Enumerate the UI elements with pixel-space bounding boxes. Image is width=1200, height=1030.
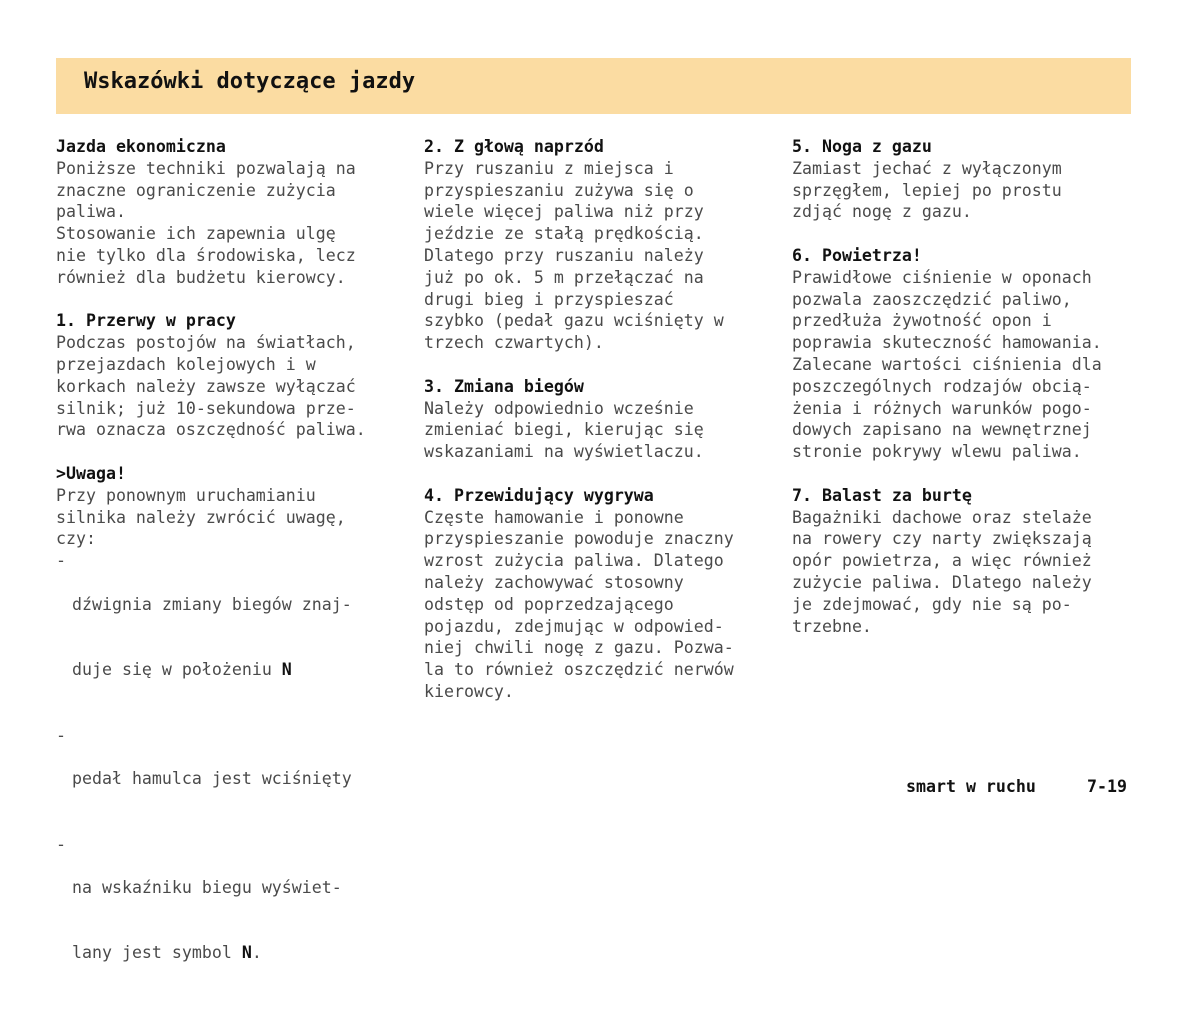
gear-symbol: N — [241, 943, 252, 963]
text-line: poprawia skuteczność hamowania. — [792, 333, 1102, 353]
text-line: Poniższe techniki pozwalają na — [56, 158, 356, 178]
text-line: dowych zapisano na wewnętrznej — [792, 420, 1092, 440]
text-line: Należy odpowiednio wcześnie — [424, 398, 694, 418]
text-line: zdjąć nogę z gazu. — [792, 202, 972, 222]
section-air — [792, 245, 1137, 463]
text-line: odstęp od poprzedzającego — [424, 594, 674, 614]
text-line: wiele więcej paliwa niż przy — [424, 202, 704, 222]
text-line: rwa oznacza oszczędność paliwa. — [56, 420, 366, 440]
text-line: Prawidłowe ciśnienie w oponach — [792, 267, 1092, 287]
text-line: szybko (pedał gazu wciśnięty w — [424, 311, 724, 331]
section-heading: Jazda ekonomiczna — [56, 137, 226, 156]
section-heading: 7. Balast za burtę — [792, 485, 972, 505]
text-line: czy: — [56, 529, 96, 549]
section-anticipation — [424, 485, 769, 703]
bullet-item — [56, 550, 401, 724]
text-line: pojazdu, zdejmując w odpowied- — [424, 616, 724, 636]
text-line: żenia i różnych warunków pogo- — [792, 398, 1092, 418]
text-line: wzrost zużycia paliwa. Dlatego — [424, 551, 724, 571]
footer-section-title: smart w ruchu — [906, 777, 1036, 796]
page-number: 7-19 — [1087, 777, 1127, 796]
text-line: jeździe ze stałą prędkością. — [424, 224, 704, 244]
text-line: zużycie paliwa. Dlatego należy — [792, 572, 1092, 592]
text-line: trzebne. — [792, 616, 872, 636]
text-line: pedał hamulca jest wciśnięty — [72, 769, 352, 789]
text-fragment: . — [251, 943, 262, 963]
text-line: silnika należy zwrócić uwagę, — [56, 507, 346, 527]
text-line: opór powietrza, a więc również — [792, 551, 1092, 571]
section-heading: 5. Noga z gazu — [792, 137, 932, 156]
text-line: przyspieszanie powoduje znaczny — [424, 529, 734, 549]
section-heading: 6. Powietrza! — [792, 245, 922, 265]
text-line: również dla budżetu kierowcy. — [56, 267, 346, 287]
column-3 — [792, 136, 1137, 659]
page-title: Wskazówki dotyczące jazdy — [84, 69, 416, 94]
section-off-gas — [792, 136, 1137, 223]
gear-symbol: N — [281, 660, 292, 680]
section-heading: 3. Zmiana biegów — [424, 376, 584, 396]
text-line: Podczas postojów na światłach, — [56, 333, 356, 353]
text-line: dźwignia zmiany biegów znaj- — [72, 594, 352, 614]
text-line: Częste hamowanie i ponowne — [424, 507, 684, 527]
text-fragment: lany jest symbol — [72, 943, 242, 963]
text-line: trzech czwartych). — [424, 333, 604, 353]
text-line: poszczególnych rodzajów obcią- — [792, 376, 1092, 396]
text-line: paliwa. — [56, 202, 126, 222]
section-breaks — [56, 310, 401, 441]
text-line: je zdejmować, gdy nie są po- — [792, 594, 1072, 614]
text-line: przyspieszaniu zużywa się o — [424, 180, 694, 200]
bullet-dash: - — [56, 834, 66, 854]
text-line: zmieniać biegi, kierując się — [424, 420, 704, 440]
text-line: korkach należy zawsze wyłączać — [56, 376, 356, 396]
text-line: Dlatego przy ruszaniu należy — [424, 245, 704, 265]
text-line: pozwala zaoszczędzić paliwo, — [792, 289, 1072, 309]
bullet-item — [56, 725, 401, 834]
section-ballast — [792, 485, 1137, 638]
header-band — [56, 58, 1131, 114]
bullet-item — [56, 834, 401, 1008]
text-line — [72, 942, 342, 964]
text-line: na wskaźniku biegu wyświet- — [72, 878, 342, 898]
bullet-dash: - — [56, 725, 66, 745]
text-line: Bagażniki dachowe oraz stelaże — [792, 507, 1092, 527]
section-head-start — [424, 136, 769, 354]
bullet-dash: - — [56, 551, 66, 571]
text-line: na rowery czy narty zwiększają — [792, 529, 1092, 549]
column-1 — [56, 136, 401, 1030]
section-heading: 2. Z głową naprzód — [424, 137, 604, 156]
text-line: znaczne ograniczenie zużycia — [56, 180, 336, 200]
text-line: la to również oszczędzić nerwów — [424, 660, 734, 680]
text-line: już po ok. 5 m przełączać na — [424, 267, 704, 287]
text-line: przedłuża żywotność opon i — [792, 311, 1052, 331]
section-heading: 4. Przewidujący wygrywa — [424, 485, 654, 505]
text-line: nie tylko dla środowiska, lecz — [56, 245, 356, 265]
text-line: Zamiast jechać z wyłączonym — [792, 158, 1062, 178]
section-warning — [56, 463, 401, 1008]
column-2 — [424, 136, 769, 725]
warning-heading: >Uwaga! — [56, 463, 126, 483]
text-fragment: duje się w położeniu — [72, 660, 282, 680]
text-line: sprzęgłem, lepiej po prostu — [792, 180, 1062, 200]
section-gear-change — [424, 376, 769, 463]
section-economic-driving — [56, 136, 401, 289]
text-line: wskazaniami na wyświetlaczu. — [424, 442, 704, 462]
text-line — [72, 659, 352, 681]
text-line: kierowcy. — [424, 681, 514, 701]
text-line: Przy ponownym uruchamianiu — [56, 485, 316, 505]
section-heading: 1. Przerwy w pracy — [56, 311, 236, 331]
text-line: drugi bieg i przyspieszać — [424, 289, 674, 309]
text-line: silnik; już 10-sekundowa prze- — [56, 398, 356, 418]
text-line: Stosowanie ich zapewnia ulgę — [56, 224, 336, 244]
text-line: Przy ruszaniu z miejsca i — [424, 158, 674, 178]
text-line: Zalecane wartości ciśnienia dla — [792, 354, 1102, 374]
text-line: stronie pokrywy wlewu paliwa. — [792, 442, 1082, 462]
text-line: przejazdach kolejowych i w — [56, 354, 316, 374]
text-line: niej chwili nogę z gazu. Pozwa- — [424, 638, 734, 658]
text-line: należy zachowywać stosowny — [424, 572, 684, 592]
